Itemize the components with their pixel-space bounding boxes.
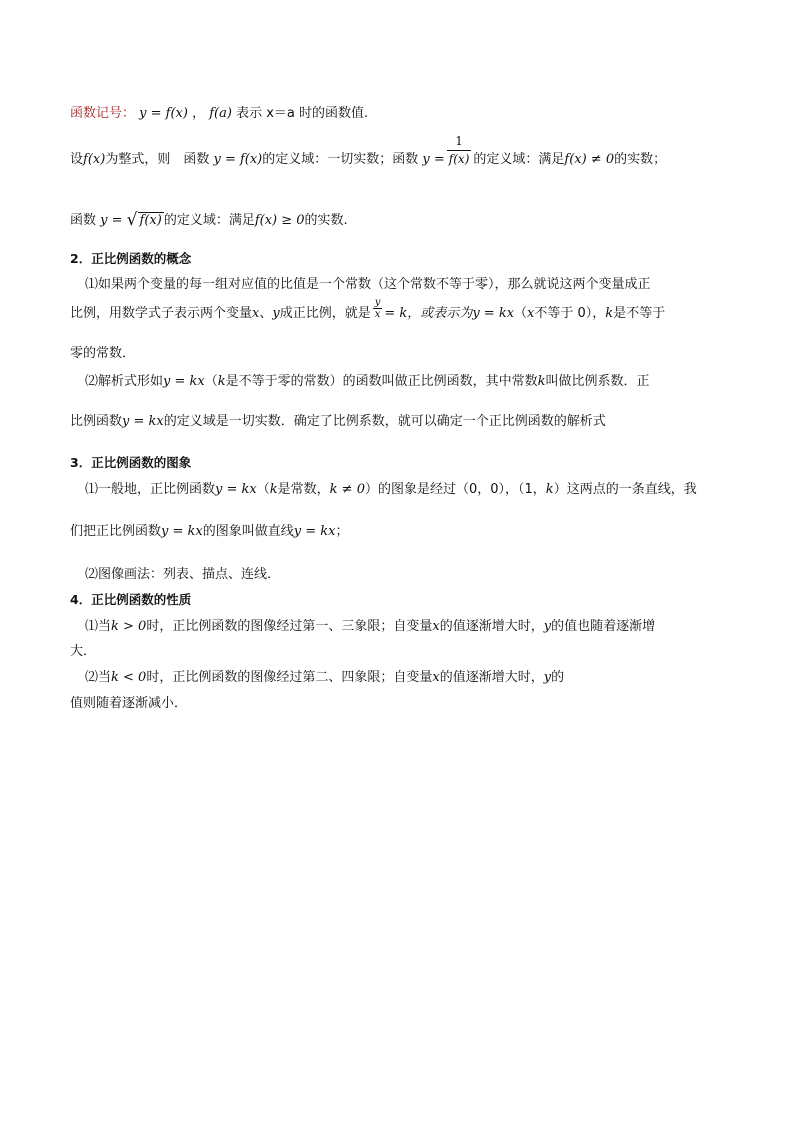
formula: y — [272, 306, 280, 321]
paragraph: 零的常数． — [70, 346, 136, 361]
text: 表示 x＝a 时的函数值. — [236, 106, 369, 121]
section-heading-3: 3．正比例函数的图象 — [70, 455, 192, 470]
paragraph — [85, 372, 755, 392]
paragraph — [70, 412, 740, 432]
formula: y = kx — [215, 482, 257, 497]
text: 、 — [259, 306, 273, 321]
formula: y = kx — [163, 374, 205, 389]
square-root — [127, 210, 164, 231]
text: ； — [335, 524, 349, 539]
text: （ — [256, 482, 270, 497]
fraction — [447, 133, 472, 168]
text: ）这两点的一条直线，我 — [553, 482, 697, 497]
text: 比例，用数学式子表示两个变量 — [70, 306, 253, 321]
formula: k < 0 — [111, 670, 147, 685]
formula: f(a) — [209, 106, 232, 121]
separator: ， — [192, 106, 206, 121]
text: 们把正比例函数 — [70, 524, 162, 539]
text: ⑵解析式形如 — [85, 374, 164, 389]
text: 时，正比例函数的图像经过第一、三象限；自变量 — [146, 619, 433, 634]
paragraph: 大． — [70, 644, 97, 659]
formula: x — [252, 306, 260, 321]
formula: y = kx — [122, 414, 164, 429]
formula: k — [537, 374, 546, 389]
paragraph — [85, 275, 755, 295]
paragraph: 值则随着逐渐减小． — [70, 696, 188, 711]
formula: k ≠ 0 — [329, 482, 365, 497]
text: 比例函数 — [70, 414, 123, 429]
radical-sign: √ — [126, 210, 138, 230]
formula: k > 0 — [111, 619, 147, 634]
fraction-denominator: f(x) — [448, 152, 470, 166]
domain-line-2 — [70, 210, 740, 231]
text: 的定义域：满足 — [163, 213, 255, 228]
formula: y = f(x) — [139, 106, 188, 121]
paragraph — [70, 297, 740, 324]
text: 是不等于 — [613, 306, 666, 321]
text: 函数 — [70, 213, 97, 228]
fraction-denominator: x — [374, 309, 381, 320]
formula: k — [269, 482, 278, 497]
formula: x — [432, 670, 440, 685]
formula: y — [543, 670, 552, 685]
formula: y = kx — [161, 524, 203, 539]
formula: y = — [100, 213, 123, 228]
formula: y = kx — [293, 524, 336, 539]
formula: f(x) ≠ 0 — [564, 152, 615, 167]
formula: x — [527, 306, 535, 321]
formula: k — [217, 374, 226, 389]
formula: k — [605, 306, 614, 321]
text: 时，正比例函数的图像经过第二、四象限；自变量 — [146, 670, 433, 685]
paragraph — [85, 480, 755, 500]
text: 的 — [551, 670, 565, 685]
formula: y = f(x) — [213, 152, 263, 167]
text: 的图象叫做直线 — [202, 524, 294, 539]
text: 为整式，则 函数 — [105, 152, 210, 167]
text: ⑵当 — [85, 670, 112, 685]
text: ⑴如果两个变量的每一组对应值的比值是一个常数（这个常数不等于零），那么就说这两个变量成正 — [85, 277, 651, 292]
section-heading-4: 4．正比例函数的性质 — [70, 592, 192, 607]
text: 成正比例，就是 — [279, 306, 371, 321]
formula: x — [432, 619, 440, 634]
text: 的值逐渐增大时， — [439, 670, 544, 685]
text: 的实数. — [304, 213, 348, 228]
radicand: f(x) — [139, 213, 162, 228]
formula: k — [545, 482, 554, 497]
text: 的值也随着逐渐增 — [551, 619, 656, 634]
text: 的实数； — [614, 152, 667, 167]
function-notation-line — [70, 104, 740, 124]
text: 的定义域：一切实数；函数 — [262, 152, 419, 167]
text: ⑴当 — [85, 619, 112, 634]
fraction-numerator: y — [374, 297, 381, 308]
text: ）的图象是经过（0，0），（1， — [364, 482, 546, 497]
formula: = k，或表示为 — [384, 306, 473, 321]
fraction-numerator: 1 — [447, 133, 472, 151]
text: 叫做比例系数．正 — [545, 374, 650, 389]
domain-line-1 — [70, 134, 740, 170]
text: （ — [204, 374, 218, 389]
text: 设 — [70, 152, 84, 167]
paragraph: ⑵图像画法：列表、描点、连线． — [85, 567, 281, 582]
notation-label: 函数记号： — [70, 106, 136, 121]
formula: y — [543, 619, 552, 634]
text: （ — [514, 306, 528, 321]
text: 是不等于零的常数）的函数叫做正比例函数，其中常数 — [225, 374, 538, 389]
formula: y = kx — [472, 306, 515, 321]
text: 的定义域：满足 — [473, 152, 565, 167]
paragraph — [70, 522, 740, 542]
formula: f(x) — [83, 152, 106, 167]
text: ⑴一般地，正比例函数 — [85, 482, 216, 497]
formula: y = — [422, 152, 445, 167]
paragraph — [85, 617, 755, 637]
text: 不等于 0）， — [534, 306, 606, 321]
fraction — [373, 297, 383, 320]
formula: f(x) ≥ 0 — [254, 213, 305, 228]
text: 是常数， — [277, 482, 330, 497]
section-heading-2: 2．正比例函数的概念 — [70, 251, 192, 266]
text: 的定义域是一切实数．确定了比例系数，就可以确定一个正比例函数的解析式 — [163, 414, 606, 429]
paragraph — [85, 668, 755, 688]
text: 的值逐渐增大时， — [439, 619, 544, 634]
